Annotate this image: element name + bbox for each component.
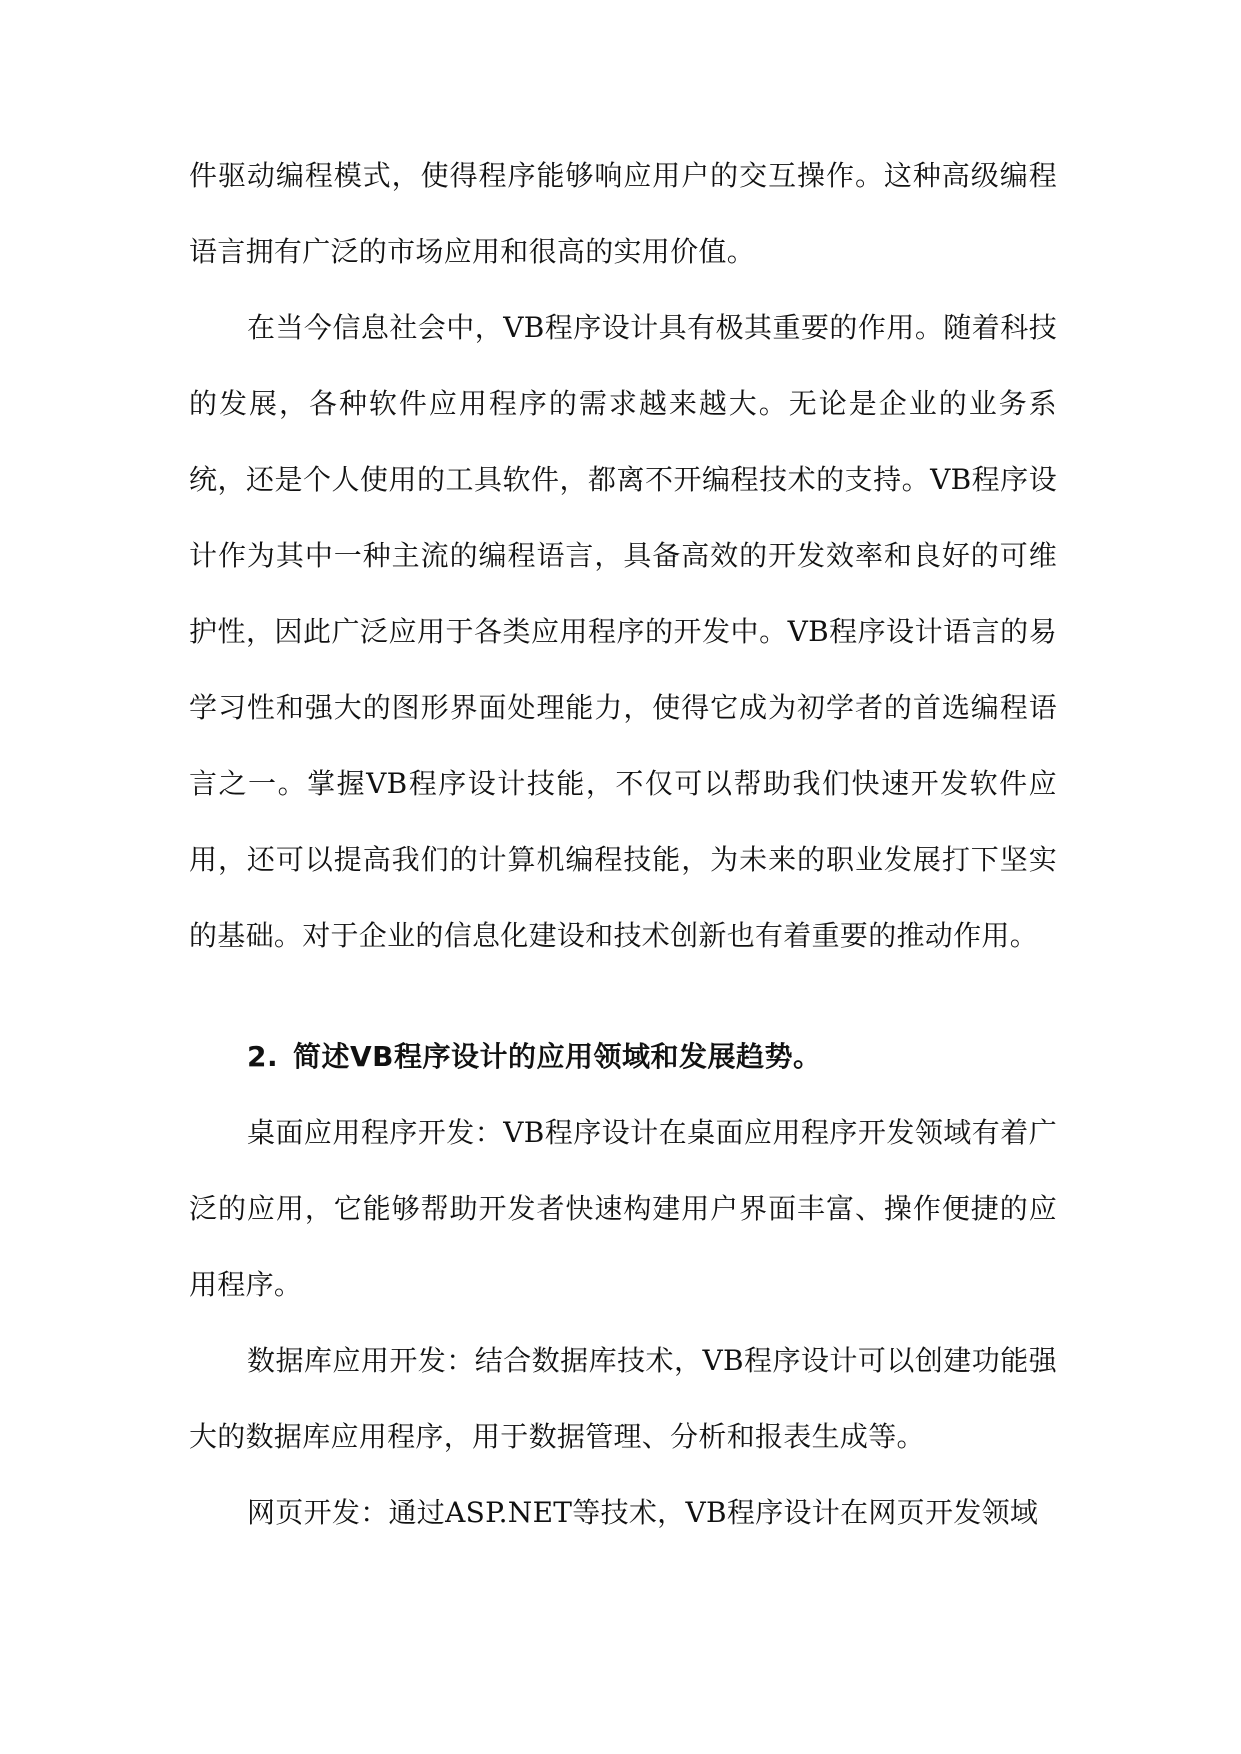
section-title: 简述VB程序设计的应用领域和发展趋势。 (293, 1040, 822, 1073)
paragraph-intro-continuation: 件驱动编程模式，使得程序能够响应用户的交互操作。这种高级编程语言拥有广泛的市场应用和很高的实用价值。 (189, 159, 1057, 268)
section-number: 2. (247, 1040, 279, 1073)
document-body (189, 138, 1057, 1551)
paragraph-desktop-apps: 桌面应用程序开发：VB程序设计在桌面应用程序开发领域有着广泛的应用，它能够帮助开发者快速构建用户界面丰富、操作便捷的应用程序。 (189, 1116, 1057, 1301)
section-heading (189, 1019, 1057, 1095)
paragraph-importance: 在当今信息社会中，VB程序设计具有极其重要的作用。随着科技的发展，各种软件应用程序的需求越来越大。无论是企业的业务系统，还是个人使用的工具软件，都离不开编程技术的支持。VB程序设计作为其中一种主流的编程语言，具备高效的开发效率和良好的可维护性，因此广泛应用于各类应用程序的开发中。VB程序设计语言的易学习性和强大的图形界面处理能力，使得它成为初学者的首选编程语言之一。掌握VB程序设计技能，不仅可以帮助我们快速开发软件应用，还可以提高我们的计算机编程技能，为未来的职业发展打下坚实的基础。对于企业的信息化建设和技术创新也有着重要的推动作用。 (189, 311, 1057, 952)
paragraph-web-development: 网页开发：通过ASP.NET等技术，VB程序设计在网页开发领域 (247, 1496, 1039, 1529)
paragraph-database-apps: 数据库应用开发：结合数据库技术，VB程序设计可以创建功能强大的数据库应用程序，用于数据管理、分析和报表生成等。 (189, 1344, 1057, 1453)
